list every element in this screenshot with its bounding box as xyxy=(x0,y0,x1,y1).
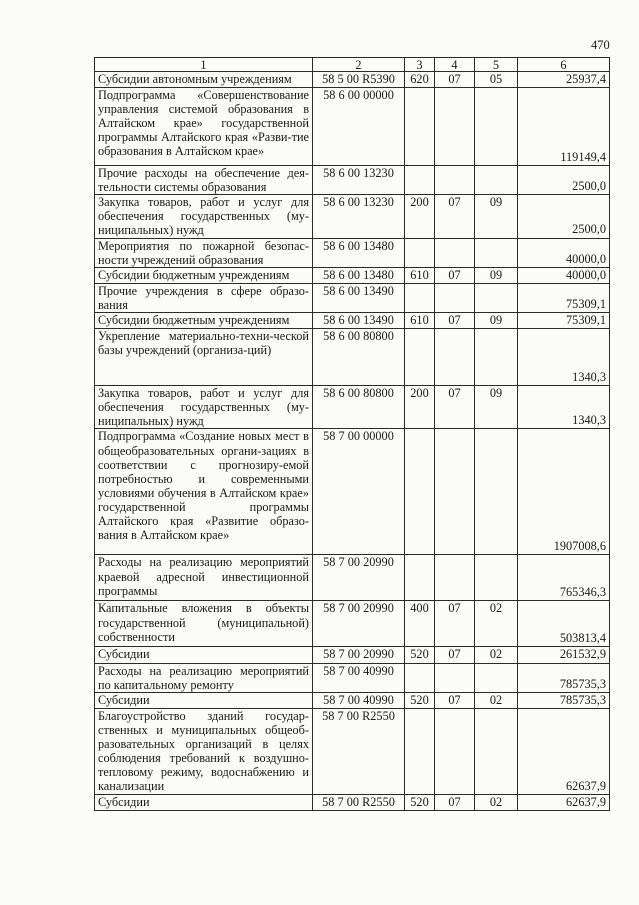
row-name: Благоустройство зданий государ-ственных и муниципальных общеоб-разовательных организаций в целях соблюдения требований к воздушно-тепловому режиму, водоснабжению и канализации xyxy=(95,708,313,794)
column-header: 4 xyxy=(435,58,475,72)
row-col4: 07 xyxy=(435,692,475,708)
row-col3: 520 xyxy=(405,692,435,708)
row-col4: 07 xyxy=(435,794,475,810)
row-code: 58 6 00 13480 xyxy=(313,238,405,267)
table-row xyxy=(95,238,610,267)
table-row xyxy=(95,647,610,663)
table-row xyxy=(95,283,610,312)
table-row xyxy=(95,88,610,166)
row-col4 xyxy=(435,429,475,555)
row-name: Капитальные вложения в объекты государственной (муниципальной) собственности xyxy=(95,601,313,647)
row-amount: 1340,3 xyxy=(518,386,610,429)
row-col5: 09 xyxy=(475,386,518,429)
row-name: Укрепление материально-техни-ческой базы учреждений (организа-ций) xyxy=(95,329,313,386)
row-amount: 503813,4 xyxy=(518,601,610,647)
row-name: Субсидии бюджетным учреждениям xyxy=(95,267,313,283)
budget-table xyxy=(94,57,610,811)
row-code: 58 7 00 00000 xyxy=(313,429,405,555)
row-col5 xyxy=(475,663,518,692)
row-col3 xyxy=(405,283,435,312)
row-code: 58 5 00 R5390 xyxy=(313,72,405,88)
row-col4 xyxy=(435,88,475,166)
column-header: 5 xyxy=(475,58,518,72)
row-col4 xyxy=(435,238,475,267)
row-col3 xyxy=(405,708,435,794)
row-name: Субсидии xyxy=(95,692,313,708)
row-col5 xyxy=(475,283,518,312)
table-row xyxy=(95,601,610,647)
row-col5: 02 xyxy=(475,794,518,810)
row-col5: 02 xyxy=(475,647,518,663)
row-amount: 2500,0 xyxy=(518,166,610,195)
row-col5: 02 xyxy=(475,692,518,708)
row-amount: 62637,9 xyxy=(518,794,610,810)
row-col4 xyxy=(435,708,475,794)
row-name: Прочие расходы на обеспечение дея-тельности системы образования xyxy=(95,166,313,195)
row-code: 58 7 00 40990 xyxy=(313,692,405,708)
row-code: 58 7 00 R2550 xyxy=(313,708,405,794)
row-name: Расходы на реализацию мероприятий по капитальному ремонту xyxy=(95,663,313,692)
row-col4: 07 xyxy=(435,601,475,647)
row-col3 xyxy=(405,663,435,692)
row-col4 xyxy=(435,663,475,692)
row-col5 xyxy=(475,88,518,166)
row-name: Прочие учреждения в сфере образо-вания xyxy=(95,283,313,312)
table-row xyxy=(95,692,610,708)
column-header: 2 xyxy=(313,58,405,72)
row-col3 xyxy=(405,88,435,166)
row-col4 xyxy=(435,166,475,195)
table-row xyxy=(95,429,610,555)
row-amount: 75309,1 xyxy=(518,313,610,329)
row-col3: 620 xyxy=(405,72,435,88)
row-col3: 520 xyxy=(405,647,435,663)
row-col5: 09 xyxy=(475,313,518,329)
row-col3: 200 xyxy=(405,386,435,429)
row-amount: 1340,3 xyxy=(518,329,610,386)
row-col5: 09 xyxy=(475,267,518,283)
row-col5: 05 xyxy=(475,72,518,88)
row-name: Закупка товаров, работ и услуг для обеспечения государственных (му-ниципальных) нужд xyxy=(95,195,313,238)
table-row xyxy=(95,267,610,283)
row-amount: 25937,4 xyxy=(518,72,610,88)
row-col3: 400 xyxy=(405,601,435,647)
row-amount: 40000,0 xyxy=(518,267,610,283)
row-col3 xyxy=(405,429,435,555)
table-row xyxy=(95,794,610,810)
table-row xyxy=(95,72,610,88)
row-name: Подпрограмма «Совершенствование управления системой образования в Алтайском крае» государственной программы Алтайского края «Разви-тие образования в Алтайском крае» xyxy=(95,88,313,166)
row-name: Расходы на реализацию мероприятий краевой адресной инвестиционной программы xyxy=(95,555,313,601)
column-header: 3 xyxy=(405,58,435,72)
row-code: 58 6 00 13490 xyxy=(313,313,405,329)
row-amount: 785735,3 xyxy=(518,692,610,708)
row-amount: 119149,4 xyxy=(518,88,610,166)
row-col4: 07 xyxy=(435,72,475,88)
row-col4 xyxy=(435,283,475,312)
table-header-row xyxy=(95,58,610,72)
row-code: 58 6 00 00000 xyxy=(313,88,405,166)
row-code: 58 6 00 80800 xyxy=(313,329,405,386)
table-row xyxy=(95,555,610,601)
row-name: Мероприятия по пожарной безопас-ности учреждений образования xyxy=(95,238,313,267)
row-amount: 2500,0 xyxy=(518,195,610,238)
row-code: 58 7 00 20990 xyxy=(313,647,405,663)
row-code: 58 6 00 13230 xyxy=(313,195,405,238)
row-amount: 62637,9 xyxy=(518,708,610,794)
row-name: Субсидии xyxy=(95,647,313,663)
row-col3 xyxy=(405,238,435,267)
row-code: 58 7 00 R2550 xyxy=(313,794,405,810)
row-name: Субсидии xyxy=(95,794,313,810)
table-row xyxy=(95,386,610,429)
row-amount: 785735,3 xyxy=(518,663,610,692)
row-code: 58 7 00 20990 xyxy=(313,601,405,647)
table-body xyxy=(95,72,610,811)
row-code: 58 6 00 13230 xyxy=(313,166,405,195)
row-col5 xyxy=(475,708,518,794)
table-row xyxy=(95,166,610,195)
row-col5 xyxy=(475,429,518,555)
table-row xyxy=(95,708,610,794)
row-col3 xyxy=(405,329,435,386)
row-amount: 1907008,6 xyxy=(518,429,610,555)
row-col3: 520 xyxy=(405,794,435,810)
row-name: Субсидии автономным учреждениям xyxy=(95,72,313,88)
row-col4: 07 xyxy=(435,386,475,429)
row-col3: 610 xyxy=(405,313,435,329)
row-col3: 610 xyxy=(405,267,435,283)
row-col4: 07 xyxy=(435,195,475,238)
row-amount: 261532,9 xyxy=(518,647,610,663)
column-header: 1 xyxy=(95,58,313,72)
row-code: 58 6 00 13490 xyxy=(313,283,405,312)
row-col4: 07 xyxy=(435,313,475,329)
row-code: 58 6 00 80800 xyxy=(313,386,405,429)
row-code: 58 6 00 13480 xyxy=(313,267,405,283)
row-col3: 200 xyxy=(405,195,435,238)
table-row xyxy=(95,329,610,386)
row-col4: 07 xyxy=(435,647,475,663)
row-col5 xyxy=(475,238,518,267)
row-name: Подпрограмма «Создание новых мест в общеобразовательных органи-зациях в соответствии с прогнозиру-емой потребностью и современными условиями обучения в Алтайском крае» государственной программы Алтайского края «Развитие образо-вания в Алтайском крае» xyxy=(95,429,313,555)
table-row xyxy=(95,195,610,238)
column-header: 6 xyxy=(518,58,610,72)
page-number: 470 xyxy=(591,38,610,52)
table-row xyxy=(95,313,610,329)
row-name: Закупка товаров, работ и услуг для обеспечения государственных (му-ниципальных) нужд xyxy=(95,386,313,429)
row-col5: 09 xyxy=(475,195,518,238)
row-col5: 02 xyxy=(475,601,518,647)
table-row xyxy=(95,663,610,692)
row-amount: 765346,3 xyxy=(518,555,610,601)
row-amount: 40000,0 xyxy=(518,238,610,267)
row-col4 xyxy=(435,555,475,601)
row-col5 xyxy=(475,329,518,386)
row-col3 xyxy=(405,555,435,601)
row-col4: 07 xyxy=(435,267,475,283)
row-col5 xyxy=(475,555,518,601)
row-col3 xyxy=(405,166,435,195)
row-name: Субсидии бюджетным учреждениям xyxy=(95,313,313,329)
row-amount: 75309,1 xyxy=(518,283,610,312)
row-code: 58 7 00 20990 xyxy=(313,555,405,601)
row-code: 58 7 00 40990 xyxy=(313,663,405,692)
row-col5 xyxy=(475,166,518,195)
row-col4 xyxy=(435,329,475,386)
